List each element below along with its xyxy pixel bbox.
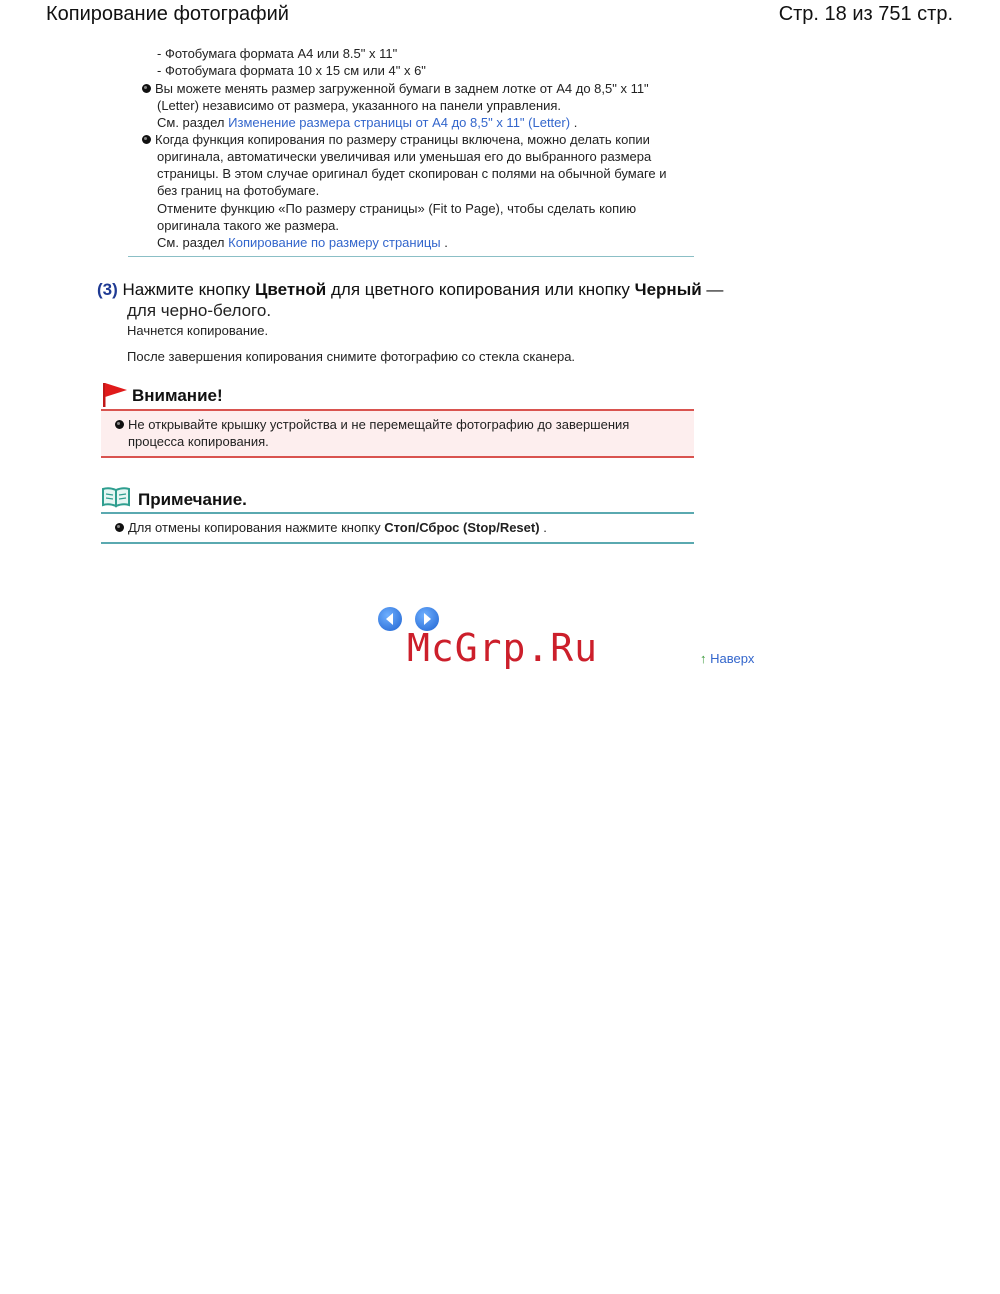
attention-title: Внимание! — [132, 386, 223, 405]
step-paragraph: После завершения копирования снимите фотографию со стекла сканера. — [127, 349, 576, 364]
list-item: страницы. В этом случае оригинал будет скопирован с полями на обычной бумаге и — [157, 166, 667, 181]
step-text: — — [706, 280, 724, 299]
page-counter: Стр. 18 из 751 стр. — [778, 3, 953, 25]
note-body — [101, 512, 694, 544]
attention-text: процесса копирования. — [128, 434, 269, 449]
note-text-suffix: . — [543, 520, 547, 535]
stop-reset-label: Стоп/Сброс (Stop/Reset) — [384, 520, 540, 535]
list-item: оригинала, автоматически увеличивая или уменьшая его до выбранного размера — [157, 149, 652, 164]
step-heading — [97, 279, 723, 301]
step-paragraph: Начнется копирование. — [127, 323, 269, 338]
note-text-prefix: Для отмены копирования нажмите кнопку — [128, 520, 381, 535]
reference-prefix: См. раздел — [157, 235, 225, 250]
step-number: (3) — [97, 280, 118, 299]
step-heading-line2: для черно-белого. — [127, 301, 272, 320]
note-text — [128, 519, 547, 536]
list-item: - Фотобумага формата A4 или 8.5" x 11" — [157, 46, 398, 61]
reference-line — [157, 234, 448, 251]
bullet-icon — [142, 84, 151, 93]
list-item: Отмените функцию «По размеру страницы» (Fit to Page), чтобы сделать копию — [157, 201, 637, 216]
attention-header — [101, 381, 694, 409]
bullet-icon — [115, 420, 124, 429]
attention-body — [101, 409, 694, 458]
note-header — [101, 486, 694, 512]
list-item: Вы можете менять размер загруженной бумаги в заднем лотке от A4 до 8,5" x 11" — [155, 81, 649, 96]
bullet-icon — [142, 135, 151, 144]
link-resize-paper[interactable]: Изменение размера страницы от A4 до 8,5" x 11" (Letter) — [228, 115, 571, 130]
page-title: Копирование фотографий — [46, 3, 289, 25]
reference-prefix: См. раздел — [157, 115, 225, 130]
back-to-top-link[interactable] — [700, 651, 754, 666]
arrow-up-icon: ↑ — [700, 651, 707, 666]
arrow-left-icon[interactable] — [378, 607, 402, 631]
note-title: Примечание. — [138, 490, 247, 509]
black-button-label: Черный — [634, 280, 702, 299]
list-item: без границ на фотобумаге. — [157, 183, 320, 198]
reference-line — [157, 114, 577, 131]
attention-text: Не открывайте крышку устройства и не перемещайте фотографию до завершения — [128, 417, 630, 432]
step-text: для цветного копирования или кнопку — [330, 280, 630, 299]
open-book-icon — [101, 486, 131, 513]
list-item: Когда функция копирования по размеру страницы включена, можно делать копии — [155, 132, 650, 147]
link-fit-to-page[interactable]: Копирование по размеру страницы — [228, 235, 441, 250]
list-item: (Letter) независимо от размера, указанного на панели управления. — [157, 98, 562, 113]
back-to-top-label: Наверх — [710, 651, 755, 666]
reference-suffix: . — [444, 235, 448, 250]
watermark: McGrp.Ru — [407, 626, 599, 670]
bullet-icon — [115, 523, 124, 532]
step-text: Нажмите кнопку — [122, 280, 251, 299]
list-item: оригинала такого же размера. — [157, 218, 340, 233]
color-button-label: Цветной — [254, 280, 327, 299]
reference-suffix: . — [573, 115, 578, 130]
list-item: - Фотобумага формата 10 x 15 см или 4" x 6" — [157, 63, 426, 78]
